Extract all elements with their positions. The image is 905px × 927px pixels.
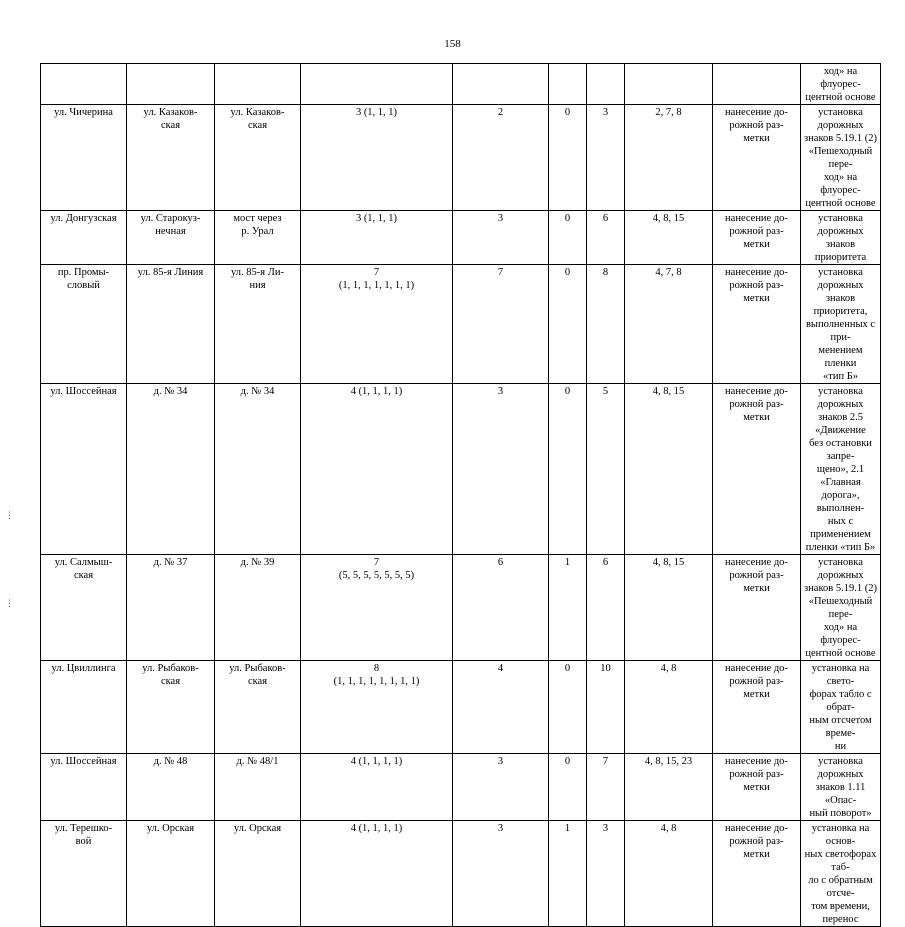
scan-margin-mark: ⋮ (5, 598, 14, 608)
cell-from: ул. Орская (127, 821, 215, 927)
cell-street: ул. Цвиллинга (41, 661, 127, 754)
cell-action: нанесение до- рожной раз- метки (713, 265, 801, 384)
cell-action: нанесение до- рожной раз- метки (713, 754, 801, 821)
cell-measure: установка дорожных знаков 2.5 «Движение без остановки запре- щено», 2.1 «Главная дорога», выполнен- ных с применением пленки «тип Б» (801, 384, 881, 555)
cell-to: д. № 39 (215, 555, 301, 661)
cell-from: ул. Казаков- ская (127, 105, 215, 211)
cell-count-c: 3 (587, 105, 625, 211)
table-row (41, 821, 881, 927)
cell-from: ул. Рыбаков- ская (127, 661, 215, 754)
cell-street: пр. Промы- словый (41, 265, 127, 384)
cell-count-a: 3 (453, 754, 549, 821)
table-cell-measure: ход» на флуорес- центной основе (801, 64, 881, 105)
cell-to: мост через р. Урал (215, 211, 301, 265)
cell-count-b: 0 (549, 211, 587, 265)
cell-from: д. № 48 (127, 754, 215, 821)
cell-count-b: 0 (549, 105, 587, 211)
cell-formula: 4 (1, 1, 1, 1) (301, 821, 453, 927)
cell-from: ул. Старокуз- нечная (127, 211, 215, 265)
cell-count-c: 6 (587, 555, 625, 661)
cell-formula: 7 (5, 5, 5, 5, 5, 5, 5) (301, 555, 453, 661)
cell-codes: 4, 8, 15 (625, 211, 713, 265)
cell-count-c: 8 (587, 265, 625, 384)
cell-formula: 4 (1, 1, 1, 1) (301, 754, 453, 821)
cell-count-c: 7 (587, 754, 625, 821)
cell-codes: 4, 8 (625, 661, 713, 754)
cell-count-b: 0 (549, 754, 587, 821)
cell-action: нанесение до- рожной раз- метки (713, 211, 801, 265)
cell-formula: 3 (1, 1, 1) (301, 105, 453, 211)
cell-count-b: 1 (549, 555, 587, 661)
cell-measure: установка дорожных знаков 5.19.1 (2) «Пешеходный пере- ход» на флуорес- центной основе (801, 105, 881, 211)
cell-to: ул. Казаков- ская (215, 105, 301, 211)
cell-measure: установка дорожных знаков приоритета, выполненных с при- менением пленки «тип Б» (801, 265, 881, 384)
cell-count-a: 6 (453, 555, 549, 661)
page-number: 158 (444, 38, 461, 50)
cell-measure: установка дорожных знаков 5.19.1 (2) «Пешеходный пере- ход» на флуорес- центной основе (801, 555, 881, 661)
cell-count-b: 0 (549, 265, 587, 384)
cell-measure: установка на основ- ных светофорах таб- ло с обратным отсче- том времени, перенос (801, 821, 881, 927)
cell-codes: 4, 7, 8 (625, 265, 713, 384)
cell-count-a: 2 (453, 105, 549, 211)
cell-to: ул. Орская (215, 821, 301, 927)
cell-count-b: 1 (549, 821, 587, 927)
cell-from: ул. 85-я Линия (127, 265, 215, 384)
cell-count-b: 0 (549, 384, 587, 555)
cell-from: д. № 34 (127, 384, 215, 555)
cell-to: ул. Рыбаков- ская (215, 661, 301, 754)
table-cell (549, 64, 587, 105)
cell-count-a: 4 (453, 661, 549, 754)
cell-measure: установка на свето- форах табло с обрат- ным отсчетом време- ни (801, 661, 881, 754)
cell-street: ул. Шоссейная (41, 384, 127, 555)
table-row (41, 265, 881, 384)
cell-codes: 2, 7, 8 (625, 105, 713, 211)
table-row (41, 211, 881, 265)
table-cell (453, 64, 549, 105)
cell-codes: 4, 8, 15, 23 (625, 754, 713, 821)
table-cell (625, 64, 713, 105)
table-cell (215, 64, 301, 105)
table-row (41, 754, 881, 821)
scan-margin-mark: ⋮ (5, 510, 14, 520)
cell-count-c: 10 (587, 661, 625, 754)
cell-formula: 4 (1, 1, 1, 1) (301, 384, 453, 555)
cell-count-c: 3 (587, 821, 625, 927)
table-cell (713, 64, 801, 105)
table-row (41, 384, 881, 555)
cell-measure: установка дорожных знаков приоритета (801, 211, 881, 265)
table-cell (127, 64, 215, 105)
cell-from: д. № 37 (127, 555, 215, 661)
cell-action: нанесение до- рожной раз- метки (713, 555, 801, 661)
cell-to: ул. 85-я Ли- ния (215, 265, 301, 384)
cell-action: нанесение до- рожной раз- метки (713, 105, 801, 211)
cell-street: ул. Шоссейная (41, 754, 127, 821)
cell-street: ул. Салмыш- ская (41, 555, 127, 661)
road-safety-table (40, 63, 881, 927)
table-cell (587, 64, 625, 105)
cell-codes: 4, 8, 15 (625, 384, 713, 555)
table-cell (301, 64, 453, 105)
cell-count-a: 7 (453, 265, 549, 384)
cell-formula: 3 (1, 1, 1) (301, 211, 453, 265)
cell-action: нанесение до- рожной раз- метки (713, 661, 801, 754)
cell-street: ул. Терешко- вой (41, 821, 127, 927)
table-cell (41, 64, 127, 105)
cell-count-a: 3 (453, 384, 549, 555)
cell-count-c: 5 (587, 384, 625, 555)
cell-formula: 8 (1, 1, 1, 1, 1, 1, 1, 1) (301, 661, 453, 754)
cell-count-c: 6 (587, 211, 625, 265)
cell-codes: 4, 8, 15 (625, 555, 713, 661)
cell-count-a: 3 (453, 821, 549, 927)
cell-to: д. № 48/1 (215, 754, 301, 821)
table-row (41, 555, 881, 661)
cell-codes: 4, 8 (625, 821, 713, 927)
cell-to: д. № 34 (215, 384, 301, 555)
table-row (41, 661, 881, 754)
cell-action: нанесение до- рожной раз- метки (713, 384, 801, 555)
cell-street: ул. Донгузская (41, 211, 127, 265)
cell-count-b: 0 (549, 661, 587, 754)
table-row (41, 64, 881, 105)
cell-count-a: 3 (453, 211, 549, 265)
cell-street: ул. Чичерина (41, 105, 127, 211)
cell-formula: 7 (1, 1, 1, 1, 1, 1, 1) (301, 265, 453, 384)
table-row (41, 105, 881, 211)
cell-measure: установка дорожных знаков 1.11 «Опас- ный поворот» (801, 754, 881, 821)
cell-action: нанесение до- рожной раз- метки (713, 821, 801, 927)
